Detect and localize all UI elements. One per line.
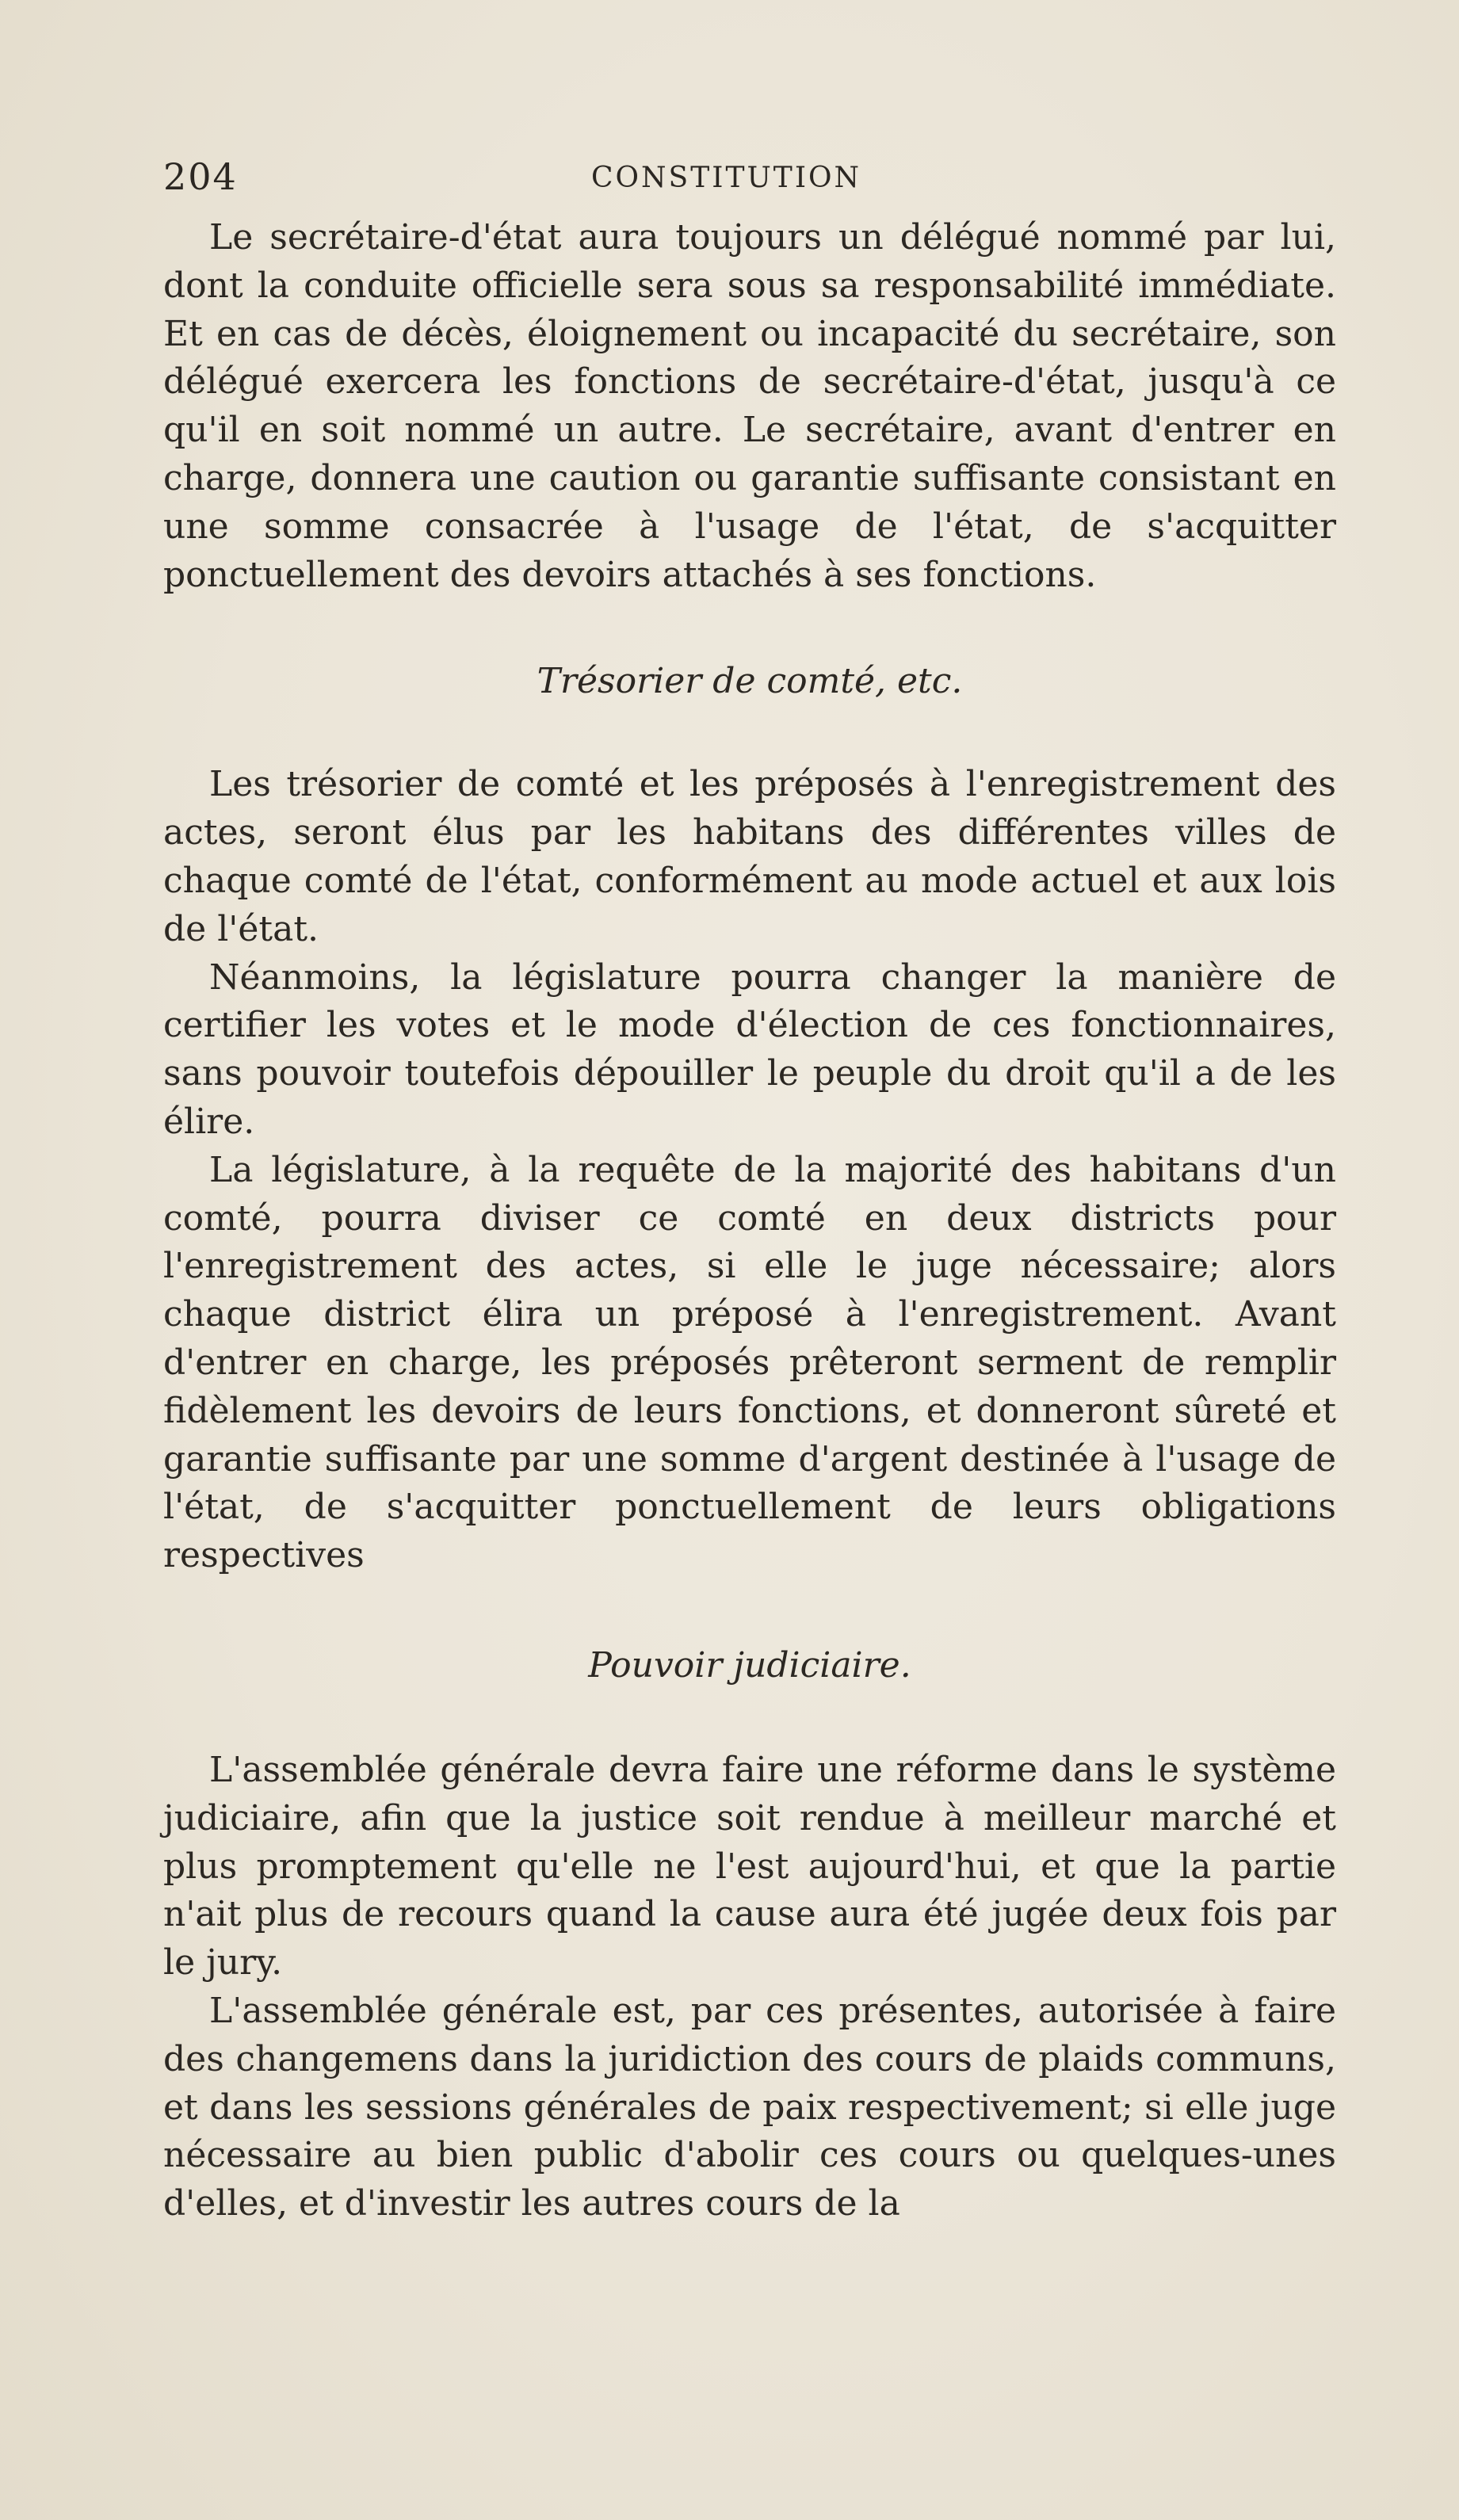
section-title-judicial-power: Pouvoir judiciaire. [588, 1644, 911, 1686]
running-title: CONSTITUTION [591, 162, 862, 194]
section-title-treasurer: Trésorier de comté, etc. [537, 661, 963, 702]
page-number: 204 [163, 155, 238, 198]
paragraph-judicial-reform: L'assemblée générale devra faire une réforme dans le système judiciaire, afin que la justice soit rendue à meilleur marché et plus promptement qu'elle ne l'est aujourd'hui, et que la partie n'ait plus de recours quand la cause aura été jugée deux fois par le jury. [163, 1749, 1336, 1984]
paragraph-court-jurisdiction: L'assemblée générale est, par ces présentes, autorisée à faire des changemens dans la juridiction des cours de plaids communs, et dans les sessions générales de paix respectivement; si elle juge nécessaire au bien public d'abolir ces cours ou quelques-unes d'elles, et d'investir les autres cours de la [163, 1990, 1336, 2224]
paragraph-legislature-votes: Néanmoins, la législature pourra changer la manière de certifier les votes et le mode d'élection de ces fonctionnaires, sans pouvoir toutefois dépouiller le peuple du droit qu'il a de les élire. [163, 956, 1336, 1142]
paragraph-secretary-delegate: Le secrétaire-d'état aura toujours un délégué nommé par lui, dont la conduite officielle sera sous sa responsabilité immédiate. Et en cas de décès, éloignement ou incapacité du secrétaire, son délégué exercera les fonctions de secrétaire-d'état, jusqu'à ce qu'il en soit nommé un autre. Le secrétaire, avant d'entrer en charge, donnera une caution ou garantie suffisante consistant en une somme consacrée à l'usage de l'état, de s'acquitter ponctuellement des devoirs attachés à ses fonctions. [163, 217, 1336, 595]
page-header [163, 155, 1336, 203]
paragraph-county-districts: La législature, à la requête de la majorité des habitans d'un comté, pourra diviser ce comté en deux districts pour l'enregistrement des actes, si elle le juge nécessaire; alors chaque district élira un préposé à l'enregistrement. Avant d'entrer en charge, les préposés prêteront serment de remplir fidèlement les devoirs de leurs fonctions, et donneront sûreté et garantie suffisante par une somme d'argent destinée à l'usage de l'état, de s'acquitter ponctuellement de leurs obligations respectives [163, 1149, 1336, 1576]
page-body [163, 214, 1336, 2228]
paragraph-treasurer-election: Les trésorier de comté et les préposés à l'enregistrement des actes, seront élus par les habitans des différentes villes de chaque comté de l'état, conformément au mode actuel et aux lois de l'état. [163, 764, 1336, 949]
